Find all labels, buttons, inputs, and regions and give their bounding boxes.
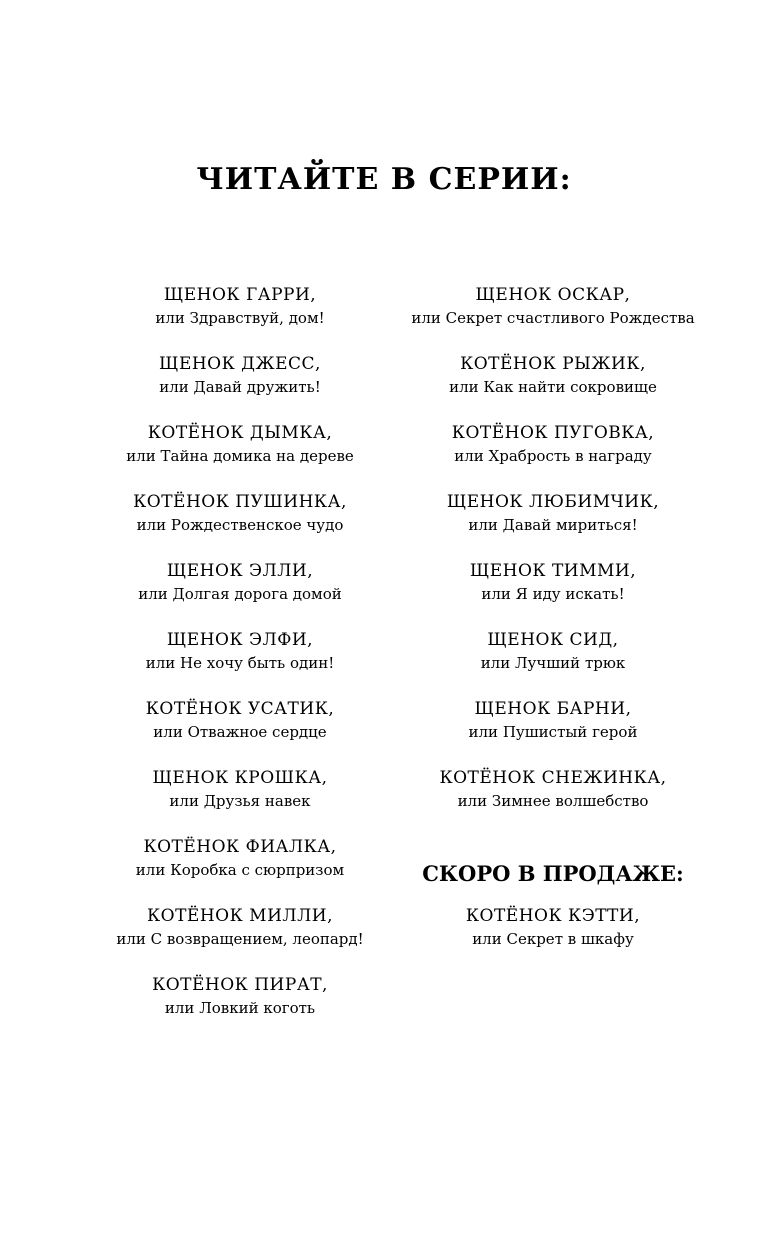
book-title: КОТЁНОК КЭТТИ, (465, 906, 641, 926)
book-entry (80, 353, 400, 422)
book-title: ЩЕНОК ОСКАР, (475, 285, 631, 305)
book-subtitle: или Пушистый герой (468, 723, 638, 741)
book-subtitle: или Друзья навек (169, 792, 311, 810)
book-entry (80, 491, 400, 560)
book-title: ЩЕНОК ЭЛФИ, (166, 630, 314, 650)
book-title: КОТЁНОК ПИРАТ, (152, 975, 328, 995)
book-entry (80, 284, 400, 353)
book-entry (393, 560, 713, 629)
book-title: ЩЕНОК СИД, (487, 630, 619, 650)
left-book-column (80, 284, 400, 1043)
book-entry (80, 629, 400, 698)
book-subtitle: или Долгая дорога домой (138, 585, 342, 603)
book-title: ЩЕНОК КРОШКА, (152, 768, 328, 788)
page-heading: ЧИТАЙТЕ В СЕРИИ: (196, 162, 572, 197)
book-title: ЩЕНОК ТИММИ, (469, 561, 637, 581)
book-subtitle: или Лучший трюк (480, 654, 626, 672)
book-title: КОТЁНОК МИЛЛИ, (147, 906, 333, 926)
book-subtitle: или Как найти сокровище (449, 378, 657, 396)
book-subtitle: или Рождественское чудо (136, 516, 344, 534)
book-title: КОТЁНОК ПУШИНКА, (133, 492, 347, 512)
book-subtitle: или Зимнее волшебство (457, 792, 649, 810)
book-title: ЩЕНОК ЭЛЛИ, (166, 561, 314, 581)
right-book-column (393, 284, 713, 974)
book-subtitle: или Тайна домика на дереве (126, 447, 354, 465)
book-subtitle: или Секрет счастливого Рождества (411, 309, 695, 327)
book-subtitle: или Здравствуй, дом! (155, 309, 325, 327)
book-entry (393, 422, 713, 491)
book-subtitle: или Секрет в шкафу (472, 930, 634, 948)
book-entry (80, 905, 400, 974)
book-entry (393, 284, 713, 353)
book-title: КОТЁНОК СНЕЖИНКА, (439, 768, 667, 788)
book-entry (393, 698, 713, 767)
book-entry (393, 629, 713, 698)
book-subtitle: или Не хочу быть один! (145, 654, 335, 672)
coming-soon-book-entry (393, 905, 713, 974)
book-title: ЩЕНОК ДЖЕСС, (159, 354, 321, 374)
book-title: КОТЁНОК УСАТИК, (145, 699, 335, 719)
book-title: КОТЁНОК ДЫМКА, (147, 423, 333, 443)
book-title: КОТЁНОК ПУГОВКА, (451, 423, 655, 443)
book-entry (80, 836, 400, 905)
coming-soon-heading: СКОРО В ПРОДАЖЕ: (422, 861, 684, 886)
book-title: ЩЕНОК БАРНИ, (474, 699, 632, 719)
book-title: ЩЕНОК ГАРРИ, (163, 285, 317, 305)
book-subtitle: или Храбрость в награду (454, 447, 652, 465)
book-subtitle: или Давай мириться! (468, 516, 638, 534)
book-subtitle: или Ловкий коготь (164, 999, 316, 1017)
book-entry (393, 491, 713, 560)
book-entry (80, 560, 400, 629)
book-entry (80, 974, 400, 1043)
book-entry (80, 767, 400, 836)
book-entry (393, 767, 713, 836)
book-title: КОТЁНОК ФИАЛКА, (143, 837, 337, 857)
book-subtitle: или С возвращением, леопард! (116, 930, 364, 948)
book-subtitle: или Я иду искать! (481, 585, 625, 603)
book-subtitle: или Коробка с сюрпризом (135, 861, 345, 879)
book-entry (80, 422, 400, 491)
book-entry (393, 353, 713, 422)
book-title: КОТЁНОК РЫЖИК, (460, 354, 646, 374)
book-title: ЩЕНОК ЛЮБИМЧИК, (446, 492, 660, 512)
book-entry (80, 698, 400, 767)
book-subtitle: или Давай дружить! (159, 378, 321, 396)
book-subtitle: или Отважное сердце (153, 723, 327, 741)
